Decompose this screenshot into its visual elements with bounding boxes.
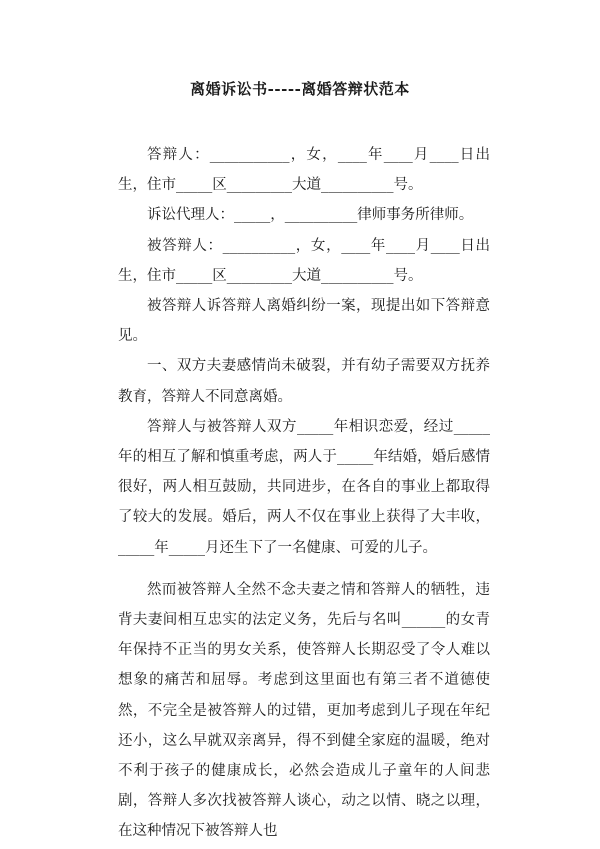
document-body xyxy=(118,140,490,847)
paragraph-agent: 诉讼代理人：_____，__________律师事务所律师。 xyxy=(147,207,474,224)
document-title: 离婚诉讼书-----离婚答辩状范本 xyxy=(190,80,410,98)
paragraph-point-one: 一、双方夫妻感情尚未破裂，并有幼子需要双方抚养教育，答辩人不同意离婚。 xyxy=(118,358,490,405)
paragraph-gap xyxy=(118,563,490,575)
paragraph-plaintiff: 被答辩人：__________，女，____年____月____日出生，住市_____区_________大道__________号。 xyxy=(118,237,490,284)
paragraph-affair: 然而被答辩人全然不念夫妻之情和答辩人的牺牲，违背夫妻间相互忠实的法定义务，先后与名叫______的女青年保持不正当的男女关系，使答辩人长期忍受了令人难以想象的痛苦和屈辱。考虑到这里面也有第三者不道德使然，不完全是被答辩人的过错，更加考虑到儿子现在年纪还小，这么早就双亲离异，得不到健全家庭的温暖，绝对不利于孩子的健康成长，必然会造成儿子童年的人间悲剧，答辩人多次找被答辩人谈心，动之以情、晓之以理，在这种情况下被答辩人也 xyxy=(118,581,490,840)
paragraph-respondent: 答辩人：___________，女，____年____月____日出生，住市_____区_________大道__________号。 xyxy=(118,147,490,194)
paragraph-history: 答辩人与被答辩人双方_____年相识恋爱，经过_____年的相互了解和慎重考虑，两人于_____年结婚，婚后感情很好，两人相互鼓励，共同进步，在各自的事业上都取得了较大的发展。婚后，两人不仅在事业上获得了大丰收，_____年_____月还生下了一名健康、可爱的儿子。 xyxy=(118,418,490,556)
paragraph-intro: 被答辩人诉答辩人离婚纠纷一案，现提出如下答辩意见。 xyxy=(118,298,490,345)
